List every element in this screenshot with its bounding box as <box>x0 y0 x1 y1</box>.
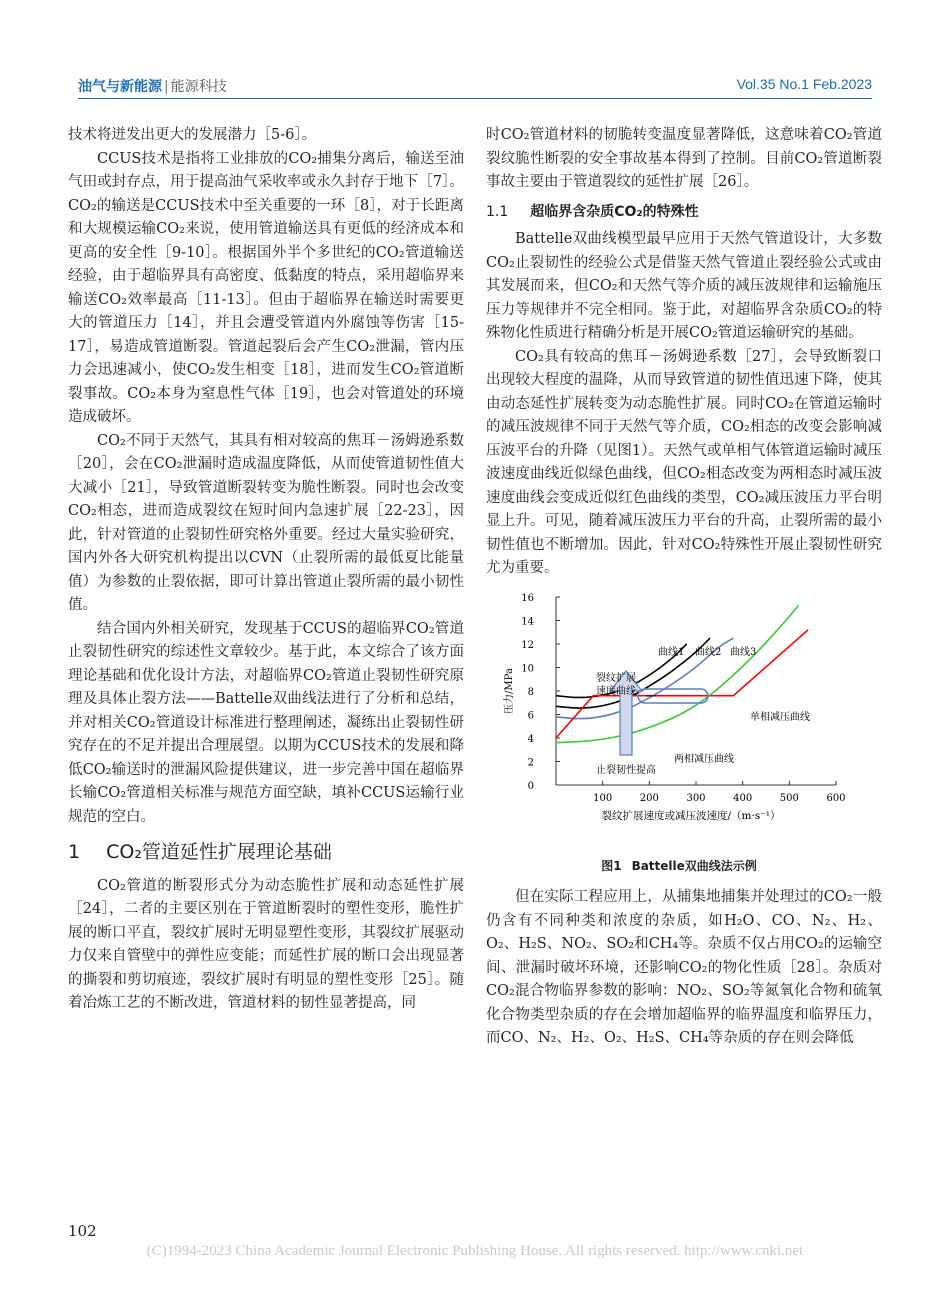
paragraph: CO₂不同于天然气，其具有相对较高的焦耳－汤姆逊系数［20］，会在CO₂泄漏时造成温度降低，从而使管道韧性值大大减小［21］，导致管道断裂转变为脆性断裂。同时也会改变CO₂相态，进而造成裂纹在短时间内急速扩展［22-23］，因此，针对管道的止裂韧性研究格外重要。经过大量实验研究，国内外各大研究机构提出以CVN（止裂所需的最低夏比能量值）为参数的止裂依据，即可计算出管道止裂所需的最小韧性值。 <box>68 432 464 613</box>
y-tick-label: 10 <box>521 663 534 674</box>
two-phase-label: 两相减压曲线 <box>674 753 734 765</box>
figure-number: 图1 <box>601 858 622 873</box>
crack-curve-label-2: 速度曲线 <box>596 685 636 697</box>
figure-1 <box>486 587 882 853</box>
section-heading <box>68 841 464 865</box>
y-tick-label: 2 <box>527 757 534 768</box>
x-tick-label: 600 <box>826 792 846 804</box>
y-tick-label: 16 <box>521 592 534 604</box>
paragraph: 技术将迸发出更大的发展潜力［5-6］。 <box>68 127 317 143</box>
y-tick-label: 6 <box>527 710 534 721</box>
subsection-heading <box>486 201 882 225</box>
paragraph: 但在实际工程应用上，从捕集地捕集并处理过的CO₂一般仍含有不同种类和浓度的杂质，如H₂O、CO、N₂、H₂、O₂、H₂S、NO₂、SO₂和CH₄等。杂质不仅占用CO₂的运输空间、泄漏时破坏环境，还影响CO₂的物化性质［28］。杂质对CO₂混合物临界参数的影响：NO₂、SO₂等氮氧化合物和硫氧化合物类型杂质的存在会增加超临界的临界温度和临界压力，而CO、N₂、H₂、O₂、H₂S、CH₄等杂质的存在则会降低 <box>486 889 882 1046</box>
y-tick-label: 4 <box>527 733 534 745</box>
paragraph: 时CO₂管道材料的韧脆转变温度显著降低，这意味着CO₂管道裂纹脆性断裂的安全事故基本得到了控制。目前CO₂管道断裂事故主要由于管道裂纹的延性扩展［26］。 <box>486 127 882 190</box>
copyright-footer: (C)1994-2023 China Academic Journal Electronic Publishing House. All rights reserved. http://www.cnki.net <box>146 1243 804 1259</box>
figure-title: Battelle双曲线法示例 <box>631 858 757 873</box>
paragraph: Battelle双曲线模型最早应用于天然气管道设计，大多数CO₂止裂韧性的经验公式是借鉴天然气管道止裂经验公式或由其发展而来，但CO₂和天然气等介质的减压波规律和运输施压压力等规律并不完全相同。鉴于此，对超临界含杂质CO₂的特殊物化性质进行精确分析是开展CO₂管道运输研究的基础。 <box>486 231 882 341</box>
x-axis-label: 裂纹扩展速度或减压波速度/（m·s⁻¹） <box>601 809 781 822</box>
volume-info: Vol.35 No.1 Feb.2023 <box>736 76 872 92</box>
toughness-label: 止裂韧性提高 <box>596 764 656 776</box>
curve2-label: 曲线2 <box>695 646 722 658</box>
crack-curve-label-1: 裂纹扩展 <box>596 672 636 684</box>
paragraph: CO₂管道的断裂形式分为动态脆性扩展和动态延性扩展［24］，二者的主要区别在于管道断裂时的塑性变形，脆性扩展的断口平直，裂纹扩展时无明显塑性变形，其裂纹扩展驱动力仅来自管壁中的弹性应变能；而延性扩展的断口会出现显著的撕裂和剪切痕迹，裂纹扩展时有明显的塑性变形［25］。随着冶炼工艺的不断改进，管道材料的韧性显著提高，同 <box>68 877 464 1011</box>
page-header <box>0 0 950 100</box>
right-column <box>486 124 882 1051</box>
y-tick-label: 14 <box>521 616 534 627</box>
paragraph: CO₂具有较高的焦耳－汤姆逊系数［27］，会导致断裂口出现较大程度的温降，从而导致管道的韧性值迅速下降，使其由动态延性扩展转变为动态脆性扩展。同时CO₂在管道运输时的减压波规律不同于天然气等介质，CO₂相态的改变会影响减压波平台的升降（见图1）。天然气或单相气体管道运输时减压波速度曲线近似绿色曲线，但CO₂相态改变为两相态时减压波速度曲线会变成近似红色曲线的类型，CO₂减压波压力平台明显上升。可见，随着减压波压力平台的升高，止裂所需的最小韧性值也不断增加。因此，针对CO₂特殊性开展止裂韧性研究尤为重要。 <box>486 348 882 576</box>
x-tick-label: 400 <box>733 792 753 804</box>
x-tick-label: 500 <box>779 792 799 804</box>
y-tick-label: 0 <box>527 780 534 792</box>
section-number: 1 <box>68 841 81 863</box>
y-axis-label: 压力/MPa <box>504 667 515 714</box>
header-rule <box>78 98 872 99</box>
paragraph: 结合国内外相关研究，发现基于CCUS的超临界CO₂管道止裂韧性研究的综述性文章较少。基于此，本文综合了该方面理论基础和优化设计方法，对超临界CO₂管道止裂韧性研究原理及具体止裂方法——Battelle双曲线法进行了分析和总结，并对相关CO₂管道设计标准进行整理阐述，凝练出止裂韧性研究存在的不足并提出合理展望。以期为CCUS技术的发展和降低CO₂输送时的泄漏风险提供建议，进一步完善中国在超临界长输CO₂管道相关标准与规范方面空缺，填补CCUS运输行业规范的空白。 <box>68 620 464 825</box>
tick-group <box>521 593 845 804</box>
x-tick-label: 200 <box>639 792 659 804</box>
journal-category: 能源科技 <box>170 79 227 95</box>
x-tick-label: 300 <box>686 792 706 804</box>
header-separator: | <box>164 79 169 95</box>
subsection-number: 1.1 <box>486 203 509 220</box>
battelle-chart <box>486 587 882 853</box>
journal-name <box>78 76 227 96</box>
y-tick-label: 12 <box>521 639 534 651</box>
x-tick-label: 100 <box>593 792 613 804</box>
section-title: CO₂管道延性扩展理论基础 <box>106 841 332 863</box>
left-column <box>68 124 464 1016</box>
curve1-label: 曲线1 <box>658 646 685 658</box>
page-number: 102 <box>68 1222 97 1240</box>
y-tick-label: 8 <box>527 686 534 698</box>
subsection-title: 超临界含杂质CO₂的特殊性 <box>530 203 699 220</box>
figure-caption <box>486 855 882 879</box>
paragraph: CCUS技术是指将工业排放的CO₂捕集分离后，输送至油气田或封存点，用于提高油气采收率或永久封存于地下［7］。CO₂的输送是CCUS技术中至关重要的一环［8］，对于长距离和大规模运输CO₂来说，使用管道输送具有更低的经济成本和更高的安全性［9-10］。根据国外半个多世纪的CO₂管道输送经验，由于超临界具有高密度、低黏度的特点，采用超临界来输送CO₂效率最高［11-13］。但由于超临界在输送时需要更大的管道压力［14］，并且会遭受管道内外腐蚀等伤害［15-17］，易造成管道断裂。管道起裂后会产生CO₂泄漏，管内压力会迅速减小，使CO₂发生相变［18］，进而发生CO₂管道断裂事故。CO₂本身为窒息性气体［19］，也会对管道处的环境造成破坏。 <box>68 150 464 425</box>
single-phase-label: 单相减压曲线 <box>750 711 810 723</box>
curve3-label: 曲线3 <box>730 646 757 658</box>
journal-title: 油气与新能源 <box>78 79 162 95</box>
